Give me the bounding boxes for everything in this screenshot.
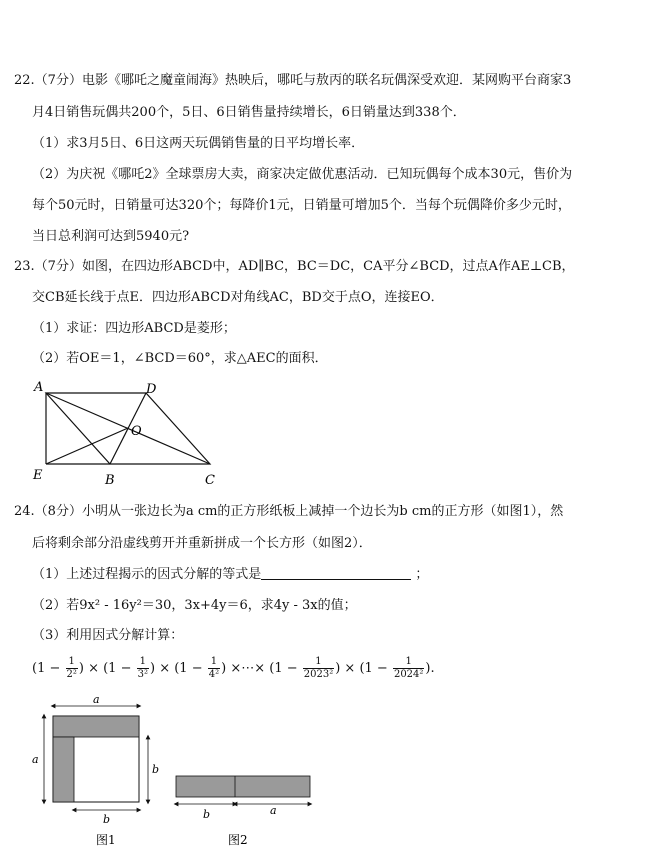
q23-line2: 交CB延长线于点E．四边形ABCD对角线AC，BD交于点O，连接EO． xyxy=(32,290,444,305)
fig1-caption: 图1 xyxy=(96,833,116,847)
ellipsis: ×⋯× xyxy=(230,661,266,676)
fig1-label-a-top: a xyxy=(93,693,100,706)
q23-head: 23.（7分）如图，在四边形ABCD中，AD∥BC，BC＝DC，CA平分∠BCD，过点A作AE⊥CB， xyxy=(14,259,575,274)
fig2-caption: 图2 xyxy=(228,833,248,847)
label-e: E xyxy=(33,468,43,483)
fraction: $\frac{1}{\text{2²}}$ xyxy=(66,656,77,680)
q23-part2: （2）若OE＝1，∠BCD＝60°，求△AEC的面积． xyxy=(32,351,328,366)
q24-part1-text: （1）上述过程揭示的因式分解的等式是 xyxy=(32,567,262,582)
q23-part1: （1）求证：四边形ABCD是菱形； xyxy=(32,321,236,336)
q22-part2-c: 当日总利润可达到5940元? xyxy=(32,229,190,244)
q24-line2: 后将剩余部分沿虚线剪开并重新拼成一个长方形（如图2）． xyxy=(32,536,372,551)
fraction: $\frac{1}{\text{2023²}}$ xyxy=(303,656,334,680)
fraction: $\frac{1}{\text{2024²}}$ xyxy=(393,656,424,680)
label-o: O xyxy=(131,424,142,439)
q22-head: 22.（7分）电影《哪吒之魔童闹海》热映后，哪吒与敖丙的联名玩偶深受欢迎．某网购平台商家3 xyxy=(14,73,572,88)
q22-part2-b: 每个50元时，日销量可达320个；每降价1元，日销量可增加5个．当每个玩偶降价多少元时， xyxy=(32,198,571,213)
label-c: C xyxy=(205,473,215,488)
fig1-label-a-left: a xyxy=(32,753,39,766)
label-b: B xyxy=(105,473,115,488)
q24-part2: （2）若9x² - 16y²＝30，3x+4y＝6，求4y - 3x的值； xyxy=(32,598,357,613)
fig1-label-b-bottom: b xyxy=(103,813,111,826)
rhombus-figure xyxy=(28,378,228,490)
q24-head: 24.（8分）小明从一张边长为a cm的正方形纸板上减掉一个边长为b cm的正方形（如图1），然 xyxy=(14,504,564,519)
fraction: $\frac{1}{\text{4²}}$ xyxy=(208,656,220,680)
product-expression: (1 − $\frac{1}{\text{2²}}$ ) × (1 − $\frac{1}{\text{3²}}$ ) × (1 − $\frac{1}{\text{4²}}$ ) ×⋯× (1 − $\frac{1}{\text{2023²}}$ ) × (1 − $\frac{1}{\text{2024²}}$ ). xyxy=(32,656,435,680)
segment-eo xyxy=(46,428,128,464)
q24-part3: （3）利用因式分解计算： xyxy=(32,628,184,643)
q22-part1: （1）求3月5日、6日这两天玩偶销售量的日平均增长率． xyxy=(32,136,365,151)
label-d: D xyxy=(146,382,157,397)
q24-part1-tail: ； xyxy=(415,567,429,582)
figure-2 xyxy=(170,770,320,853)
fig1-label-b-right: b xyxy=(152,763,160,776)
answer-blank xyxy=(261,566,411,580)
fig2-label-b: b xyxy=(203,808,211,821)
fraction: $\frac{1}{\text{3²}}$ xyxy=(137,656,148,680)
label-a: A xyxy=(34,380,44,395)
q24-part1 xyxy=(32,566,428,584)
q22-part2-a: （2）为庆祝《哪吒2》全球票房大卖，商家决定做优惠活动．已知玩偶每个成本30元，售价为 xyxy=(32,167,573,182)
figure-1 xyxy=(28,693,168,853)
fig2-label-a: a xyxy=(270,804,277,817)
q22-line2: 月4日销售玩偶共200个，5日、6日销售量持续增长，6日销量达到338个． xyxy=(32,105,466,120)
